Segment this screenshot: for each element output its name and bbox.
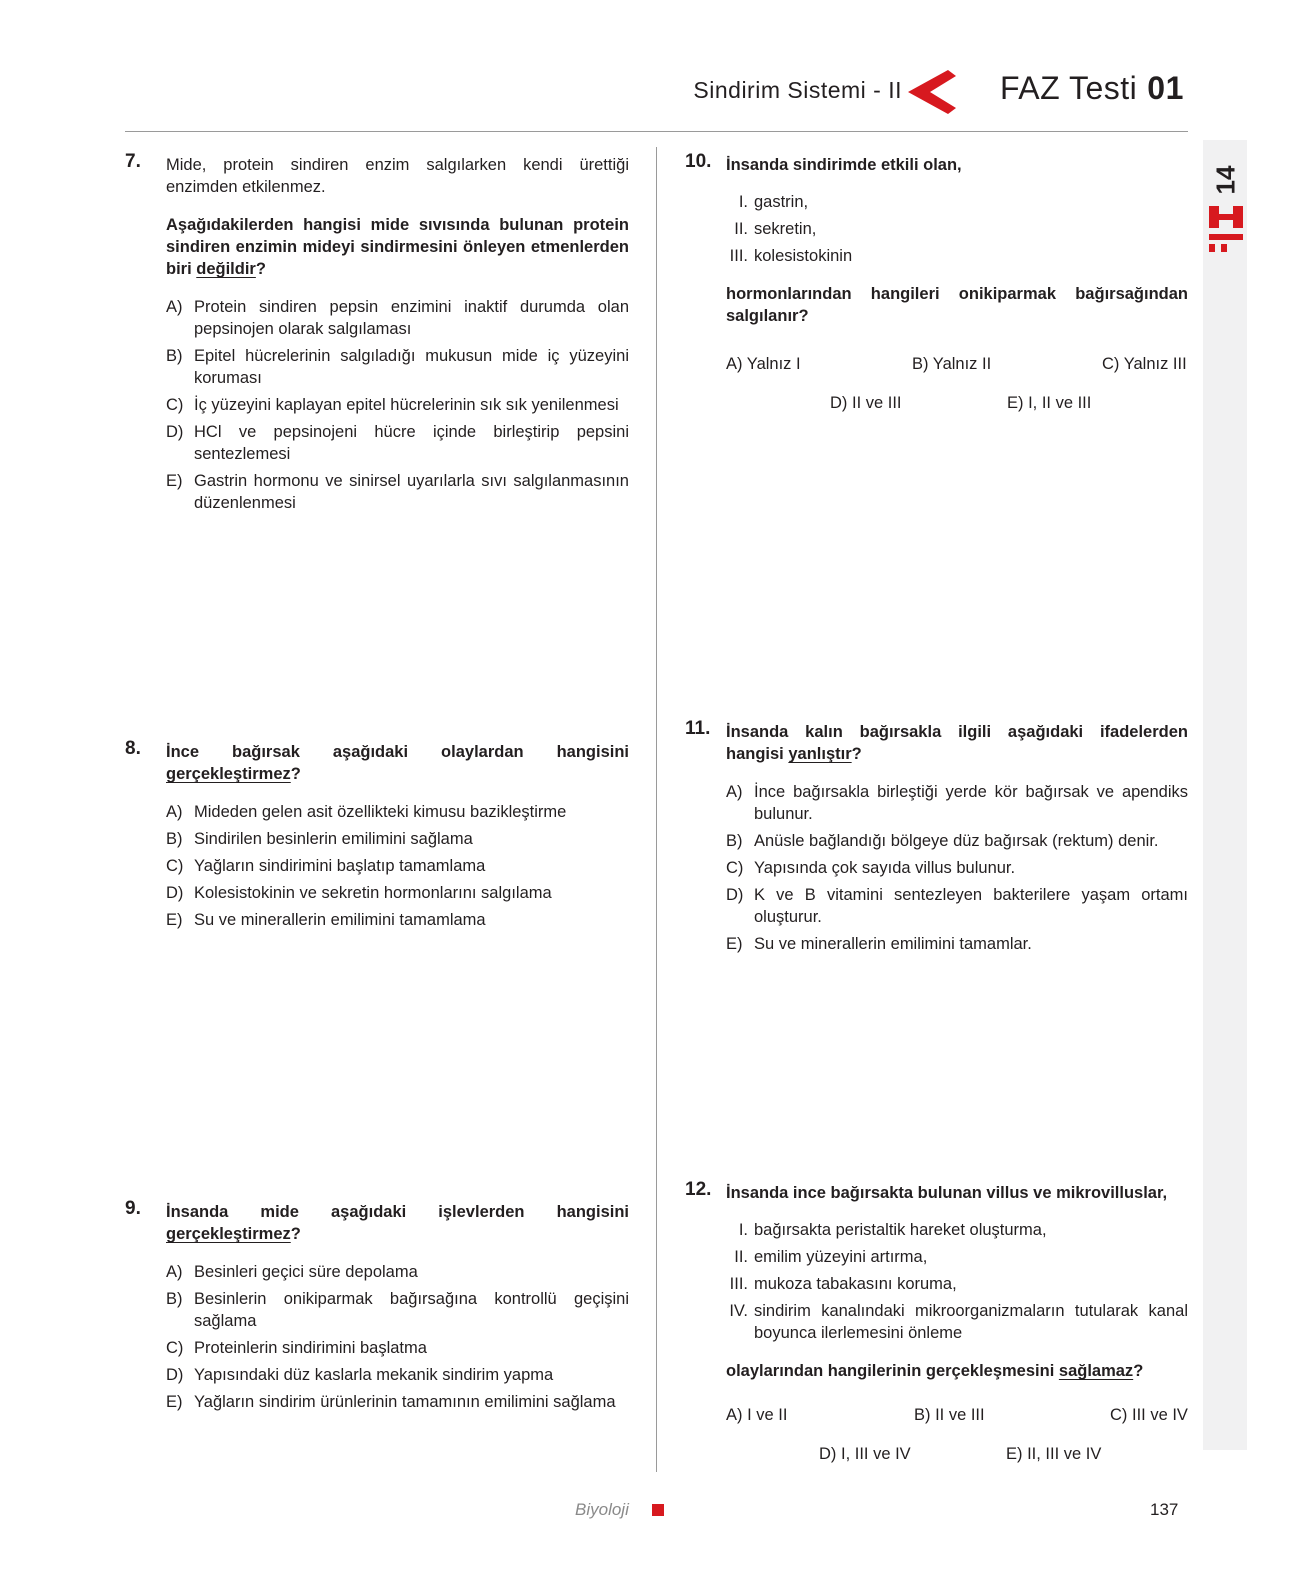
option-letter: A) bbox=[726, 783, 743, 801]
option-letter: B) bbox=[166, 830, 183, 848]
option-text: Yapısındaki düz kaslarla mekanik sindirim yapma bbox=[194, 1366, 554, 1384]
question-stem: İnsanda sindirimde etkili olan, bbox=[726, 156, 962, 174]
option-letter: C) bbox=[166, 857, 184, 875]
statement-numeral: I. bbox=[738, 1221, 748, 1239]
square-icon bbox=[652, 1504, 664, 1516]
option-text: Proteinlerin sindirimini başlatma bbox=[194, 1339, 427, 1357]
statement bbox=[726, 245, 1188, 267]
question-stem bbox=[166, 1201, 629, 1245]
statement bbox=[726, 1246, 1188, 1268]
question-stem: İnsanda ince bağırsakta bulunan villus ve mikrovilluslar, bbox=[726, 1184, 1168, 1202]
question-number: 8. bbox=[125, 738, 141, 759]
option-e[interactable] bbox=[166, 909, 629, 931]
option-letter: A) bbox=[166, 298, 183, 316]
statement-numeral: II. bbox=[734, 220, 748, 238]
option-d[interactable] bbox=[166, 882, 629, 904]
stem-text: Aşağıdakilerden hangisi mide sıvısında bulunan protein sindiren enzimin mideyi sindirmesini önleyen etmenlerden biri bbox=[166, 216, 629, 278]
question-prompt: hormonlarından hangileri onikiparmak bağırsağından salgılanır? bbox=[726, 285, 1188, 325]
question-8 bbox=[166, 741, 629, 936]
prompt-end: ? bbox=[1133, 1362, 1144, 1380]
option-text: Besinleri geçici süre depolama bbox=[194, 1263, 418, 1281]
option-text: Gastrin hormonu ve sinirsel uyarılarla sıvı salgılanmasının düzenlenmesi bbox=[194, 472, 629, 512]
question-12 bbox=[726, 1182, 1188, 1382]
question-7 bbox=[166, 154, 629, 519]
test-title-text: FAZ Testi bbox=[1000, 70, 1138, 106]
prompt-text: olaylarından hangilerinin gerçekleşmesini bbox=[726, 1362, 1055, 1380]
question-prompt bbox=[726, 1360, 1188, 1382]
statement-text: sekretin, bbox=[754, 220, 817, 238]
option-letter: A) bbox=[166, 1263, 183, 1281]
option-e[interactable]: E) II, III ve IV bbox=[1006, 1445, 1102, 1463]
option-a[interactable] bbox=[166, 801, 629, 823]
option-letter: D) bbox=[166, 423, 184, 441]
option-c[interactable]: C) Yalnız III bbox=[1102, 355, 1187, 373]
chevron-left-icon bbox=[908, 70, 956, 114]
stem-emphasis: gerçekleştirmez bbox=[166, 765, 291, 783]
statement-text: gastrin, bbox=[754, 193, 809, 211]
option-a[interactable]: A) Yalnız I bbox=[726, 355, 801, 373]
statement-text: kolesistokinin bbox=[754, 247, 853, 265]
page-number: 137 bbox=[1150, 1500, 1179, 1519]
option-text: Protein sindiren pepsin enzimini inaktif durumda olan pepsinojen olarak salgılaması bbox=[194, 298, 629, 338]
statement-text: sindirim kanalındaki mikroorganizmaların tutularak kanal boyunca ilerlemesini önleme bbox=[754, 1302, 1188, 1342]
option-text: İç yüzeyini kaplayan epitel hücrelerinin sık sık yenilenmesi bbox=[194, 396, 619, 414]
statement-numeral: III. bbox=[729, 247, 748, 265]
option-text: Kolesistokinin ve sekretin hormonlarını salgılama bbox=[194, 884, 552, 902]
stem-emphasis: değildir bbox=[196, 260, 256, 278]
question-number: 7. bbox=[125, 151, 141, 172]
option-d[interactable] bbox=[166, 421, 629, 465]
statement-numeral: II. bbox=[734, 1248, 748, 1266]
option-b[interactable] bbox=[166, 828, 629, 850]
option-text: Yapısında çok sayıda villus bulunur. bbox=[754, 859, 1016, 877]
stem-emphasis: gerçekleştirmez bbox=[166, 1225, 291, 1243]
question-number: 11. bbox=[685, 718, 711, 739]
faz-logo-icon bbox=[1207, 204, 1245, 252]
option-d[interactable]: D) I, III ve IV bbox=[819, 1445, 911, 1463]
option-text: Anüsle bağlandığı bölgeye düz bağırsak (rektum) denir. bbox=[754, 832, 1159, 850]
option-a[interactable]: A) I ve II bbox=[726, 1406, 788, 1424]
option-e[interactable] bbox=[166, 470, 629, 514]
option-e[interactable]: E) I, II ve III bbox=[1007, 394, 1092, 412]
option-b[interactable] bbox=[166, 345, 629, 389]
footer-subject: Biyoloji bbox=[575, 1500, 629, 1519]
test-number: 01 bbox=[1147, 70, 1184, 106]
option-e[interactable] bbox=[166, 1391, 629, 1413]
statement-numeral: IV. bbox=[729, 1302, 748, 1320]
option-text: Sindirilen besinlerin emilimini sağlama bbox=[194, 830, 473, 848]
statement bbox=[726, 191, 1188, 213]
statement bbox=[726, 1273, 1188, 1295]
option-e[interactable] bbox=[726, 933, 1188, 955]
option-letter: D) bbox=[166, 1366, 184, 1384]
statement-text: bağırsakta peristaltik hareket oluşturma, bbox=[754, 1221, 1047, 1239]
option-b[interactable]: B) II ve III bbox=[914, 1406, 985, 1424]
option-list bbox=[726, 781, 1188, 955]
option-letter: C) bbox=[166, 1339, 184, 1357]
section-title: Sindirim Sistemi - II bbox=[693, 77, 902, 103]
option-letter: B) bbox=[166, 1290, 183, 1308]
option-text: K ve B vitamini sentezleyen bakterilere yaşam ortamı oluşturur. bbox=[754, 886, 1188, 926]
option-text: Su ve minerallerin emilimini tamamlama bbox=[194, 911, 486, 929]
option-c[interactable] bbox=[166, 1337, 629, 1359]
option-letter: E) bbox=[166, 1393, 183, 1411]
option-letter: C) bbox=[726, 859, 744, 877]
side-tab bbox=[1203, 140, 1247, 1450]
option-list bbox=[166, 1261, 629, 1413]
option-text: Yağların sindirim ürünlerinin tamamının emilimini sağlama bbox=[194, 1393, 616, 1411]
option-letter: E) bbox=[726, 935, 743, 953]
statement-text: emilim yüzeyini artırma, bbox=[754, 1248, 928, 1266]
statement-list bbox=[726, 191, 1188, 267]
option-letter: D) bbox=[726, 886, 744, 904]
statement bbox=[726, 1219, 1188, 1241]
option-text: Yağların sindirimini başlatıp tamamlama bbox=[194, 857, 486, 875]
statement-list bbox=[726, 1219, 1188, 1344]
option-letter: E) bbox=[166, 911, 183, 929]
option-text: Su ve minerallerin emilimini tamamlar. bbox=[754, 935, 1032, 953]
question-stem bbox=[166, 214, 629, 280]
option-letter: A) bbox=[166, 803, 183, 821]
stem-end: ? bbox=[290, 765, 301, 783]
stem-end: ? bbox=[290, 1225, 301, 1243]
statement-numeral: III. bbox=[729, 1275, 748, 1293]
stem-end: ? bbox=[255, 260, 266, 278]
statement-numeral: I. bbox=[738, 193, 748, 211]
stem-end: ? bbox=[851, 745, 862, 763]
option-b[interactable] bbox=[726, 830, 1188, 852]
stem-emphasis: yanlıştır bbox=[788, 745, 852, 763]
option-letter: B) bbox=[166, 347, 183, 365]
option-d[interactable] bbox=[726, 884, 1188, 928]
option-letter: C) bbox=[166, 396, 184, 414]
option-c[interactable] bbox=[726, 857, 1188, 879]
question-number: 10. bbox=[685, 151, 712, 172]
statement bbox=[726, 1300, 1188, 1344]
option-a[interactable] bbox=[726, 781, 1188, 825]
question-intro: Mide, protein sindiren enzim salgılarken kendi ürettiği enzimden etkilenmez. bbox=[166, 156, 629, 196]
option-text: Besinlerin onikiparmak bağırsağına kontrollü geçişini sağlama bbox=[194, 1290, 629, 1330]
stem-text: İnce bağırsak aşağıdaki olaylardan hangisini bbox=[166, 743, 629, 761]
option-b[interactable] bbox=[166, 1288, 629, 1332]
option-a[interactable] bbox=[166, 1261, 629, 1283]
statement bbox=[726, 218, 1188, 240]
option-c[interactable] bbox=[166, 394, 629, 416]
option-text: Mideden gelen asit özellikteki kimusu bazikleştirme bbox=[194, 803, 567, 821]
header-divider bbox=[125, 131, 1188, 132]
option-letter: D) bbox=[166, 884, 184, 902]
option-c[interactable]: C) III ve IV bbox=[1110, 1406, 1188, 1424]
test-title bbox=[1000, 70, 1184, 107]
option-d[interactable]: D) II ve III bbox=[830, 394, 902, 412]
column-divider bbox=[656, 147, 657, 1472]
option-text: Epitel hücrelerinin salgıladığı mukusun mide iç yüzeyini koruması bbox=[194, 347, 629, 387]
option-d[interactable] bbox=[166, 1364, 629, 1386]
question-9 bbox=[166, 1201, 629, 1418]
statement-text: mukoza tabakasını koruma, bbox=[754, 1275, 957, 1293]
option-c[interactable] bbox=[166, 855, 629, 877]
option-list bbox=[166, 296, 629, 514]
option-text: İnce bağırsakla birleştiği yerde kör bağırsak ve apendiks bulunur. bbox=[754, 783, 1188, 823]
side-tab-number: 14 bbox=[1210, 165, 1241, 195]
option-letter: B) bbox=[726, 832, 743, 850]
question-stem bbox=[166, 741, 629, 785]
question-10 bbox=[726, 154, 1188, 327]
option-a[interactable] bbox=[166, 296, 629, 340]
prompt-emphasis: sağlamaz bbox=[1058, 1362, 1134, 1380]
option-letter: E) bbox=[166, 472, 183, 490]
option-list bbox=[166, 801, 629, 931]
stem-text: İnsanda kalın bağırsakla ilgili aşağıdaki ifadelerden hangisi bbox=[726, 723, 1188, 763]
stem-text: İnsanda mide aşağıdaki işlevlerden hangisini bbox=[166, 1203, 629, 1221]
question-number: 9. bbox=[125, 1198, 141, 1219]
question-stem bbox=[726, 721, 1188, 765]
question-11 bbox=[726, 721, 1188, 960]
question-number: 12. bbox=[685, 1179, 712, 1200]
option-text: HCl ve pepsinojeni hücre içinde birleştirip pepsini sentezlemesi bbox=[194, 423, 629, 463]
option-b[interactable]: B) Yalnız II bbox=[912, 355, 992, 373]
